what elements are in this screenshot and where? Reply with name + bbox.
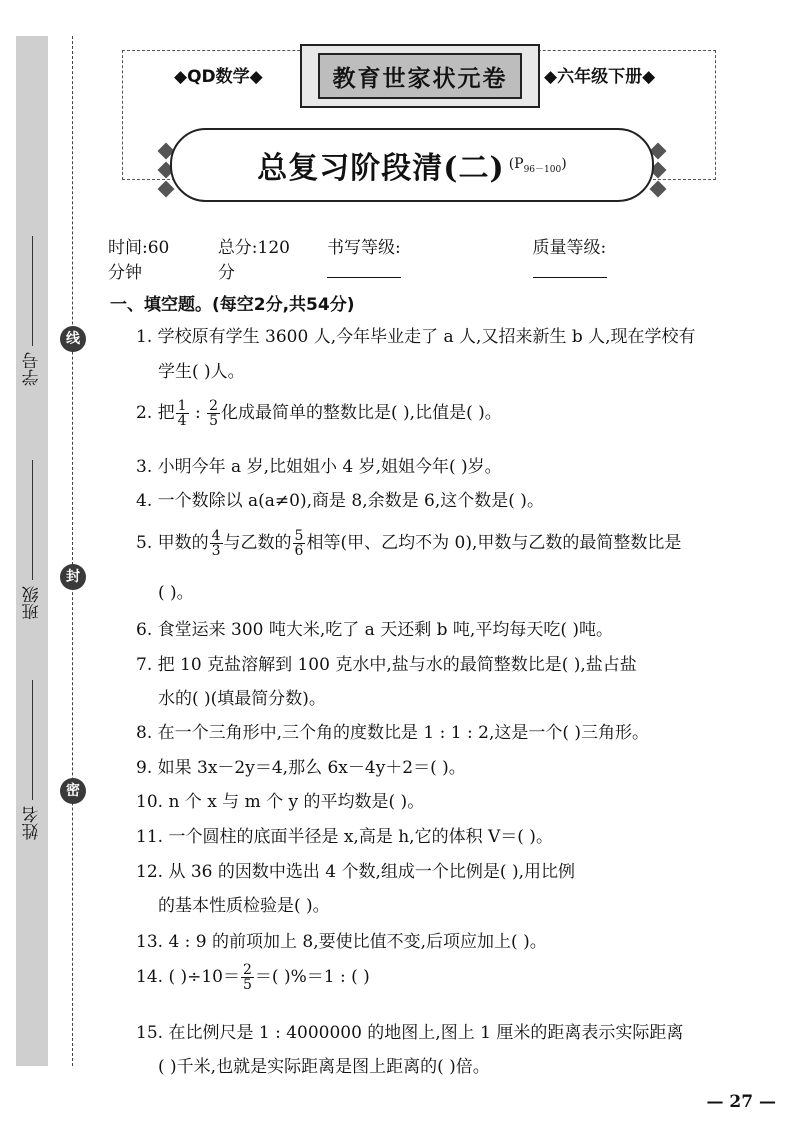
- grade-badge: ◆六年级下册◆: [540, 62, 659, 87]
- fraction: $\frac{2}{5}$: [209, 398, 219, 429]
- question-11: 11. 一个圆柱的底面半径是 x,高是 h,它的体积 V＝( )。: [136, 827, 553, 847]
- question-10: 10. n 个 x 与 m 个 y 的平均数是( )。: [136, 792, 425, 812]
- question-4: 4. 一个数除以 a(a≠0),商是 8,余数是 6,这个数是( )。: [136, 491, 544, 511]
- page-title: 总复习阶段清(二): [257, 151, 505, 186]
- page-number: — 27 —: [706, 1092, 776, 1112]
- fraction: $\frac{4}{3}$: [211, 528, 221, 559]
- seal-secret: 密: [60, 778, 86, 804]
- section-title: 一、填空题。(每空2分,共54分): [110, 295, 355, 315]
- time-info: 时间:60分钟: [108, 238, 170, 283]
- fraction: $\frac{1}{4}$: [177, 398, 187, 429]
- name-label: 姓名: [18, 680, 46, 840]
- quality-grade: 质量等级:: [533, 233, 705, 283]
- question-9: 9. 如果 3x－2y＝4,那么 6x－4y＋2＝( )。: [136, 758, 466, 778]
- question-7: 7. 把 10 克盐溶解到 100 克水中,盐与水的最简整数比是( ),盐占盐: [136, 655, 637, 675]
- question-3: 3. 小明今年 a 岁,比姐姐小 4 岁,姐姐今年( )岁。: [136, 457, 502, 477]
- question-6: 6. 食堂运来 300 吨大米,吃了 a 天还剩 b 吨,平均每天吃( )吨。: [136, 620, 613, 640]
- question-1-cont: 学生( )人。: [158, 362, 245, 382]
- title-banner: [170, 128, 654, 202]
- exam-meta: [108, 233, 738, 283]
- question-14: 14. ( )÷10＝ $\frac{2}{5}$ ＝( )%＝1 : ( ): [136, 962, 370, 993]
- question-13: 13. 4 : 9 的前项加上 8,要使比值不变,后项应加上( )。: [136, 932, 547, 952]
- student-id-label: 学号: [18, 236, 46, 386]
- question-5: 5. 甲数的 $\frac{4}{3}$ 与乙数的 $\frac{5}{6}$ 相等(甲、乙均不为 0),甲数与乙数的最简整数比是: [136, 528, 682, 559]
- seal-seal: 封: [60, 564, 86, 590]
- subject-badge: ◆QD数学◆: [170, 62, 267, 87]
- question-12-cont: 的基本性质检验是( )。: [158, 896, 330, 916]
- class-label: 班级: [18, 460, 46, 620]
- fraction: $\frac{5}{6}$: [294, 528, 304, 559]
- seal-line: 线: [60, 326, 86, 352]
- fraction: $\frac{2}{5}$: [242, 962, 252, 993]
- cut-line: [72, 36, 73, 1066]
- question-15: 15. 在比例尺是 1 : 4000000 的地图上,图上 1 厘米的距离表示实际距离: [136, 1023, 684, 1043]
- question-12: 12. 从 36 的因数中选出 4 个数,组成一个比例是( ),用比例: [136, 862, 575, 882]
- writing-grade: 书写等级:: [327, 233, 499, 283]
- score-info: 总分:120 分: [217, 238, 290, 283]
- question-1: 1. 学校原有学生 3600 人,今年毕业走了 a 人,又招来新生 b 人,现在学校有: [136, 327, 696, 347]
- question-2: 2. 把 $\frac{1}{4}$ : $\frac{2}{5}$ 化成最简单的整数比是( ),比值是( )。: [136, 398, 502, 429]
- brand-banner: [300, 44, 540, 108]
- question-7-cont: 水的( )(填最简分数)。: [158, 689, 326, 709]
- page-range: $(P_{96-100})$: [508, 155, 567, 175]
- question-8: 8. 在一个三角形中,三个角的度数比是 1 : 1 : 2,这是一个( )三角形。: [136, 723, 650, 743]
- question-5-cont: ( )。: [158, 583, 194, 603]
- brand-text: 教育世家状元卷: [318, 53, 522, 99]
- question-15-cont: ( )千米,也就是实际距离是图上距离的( )倍。: [158, 1057, 490, 1077]
